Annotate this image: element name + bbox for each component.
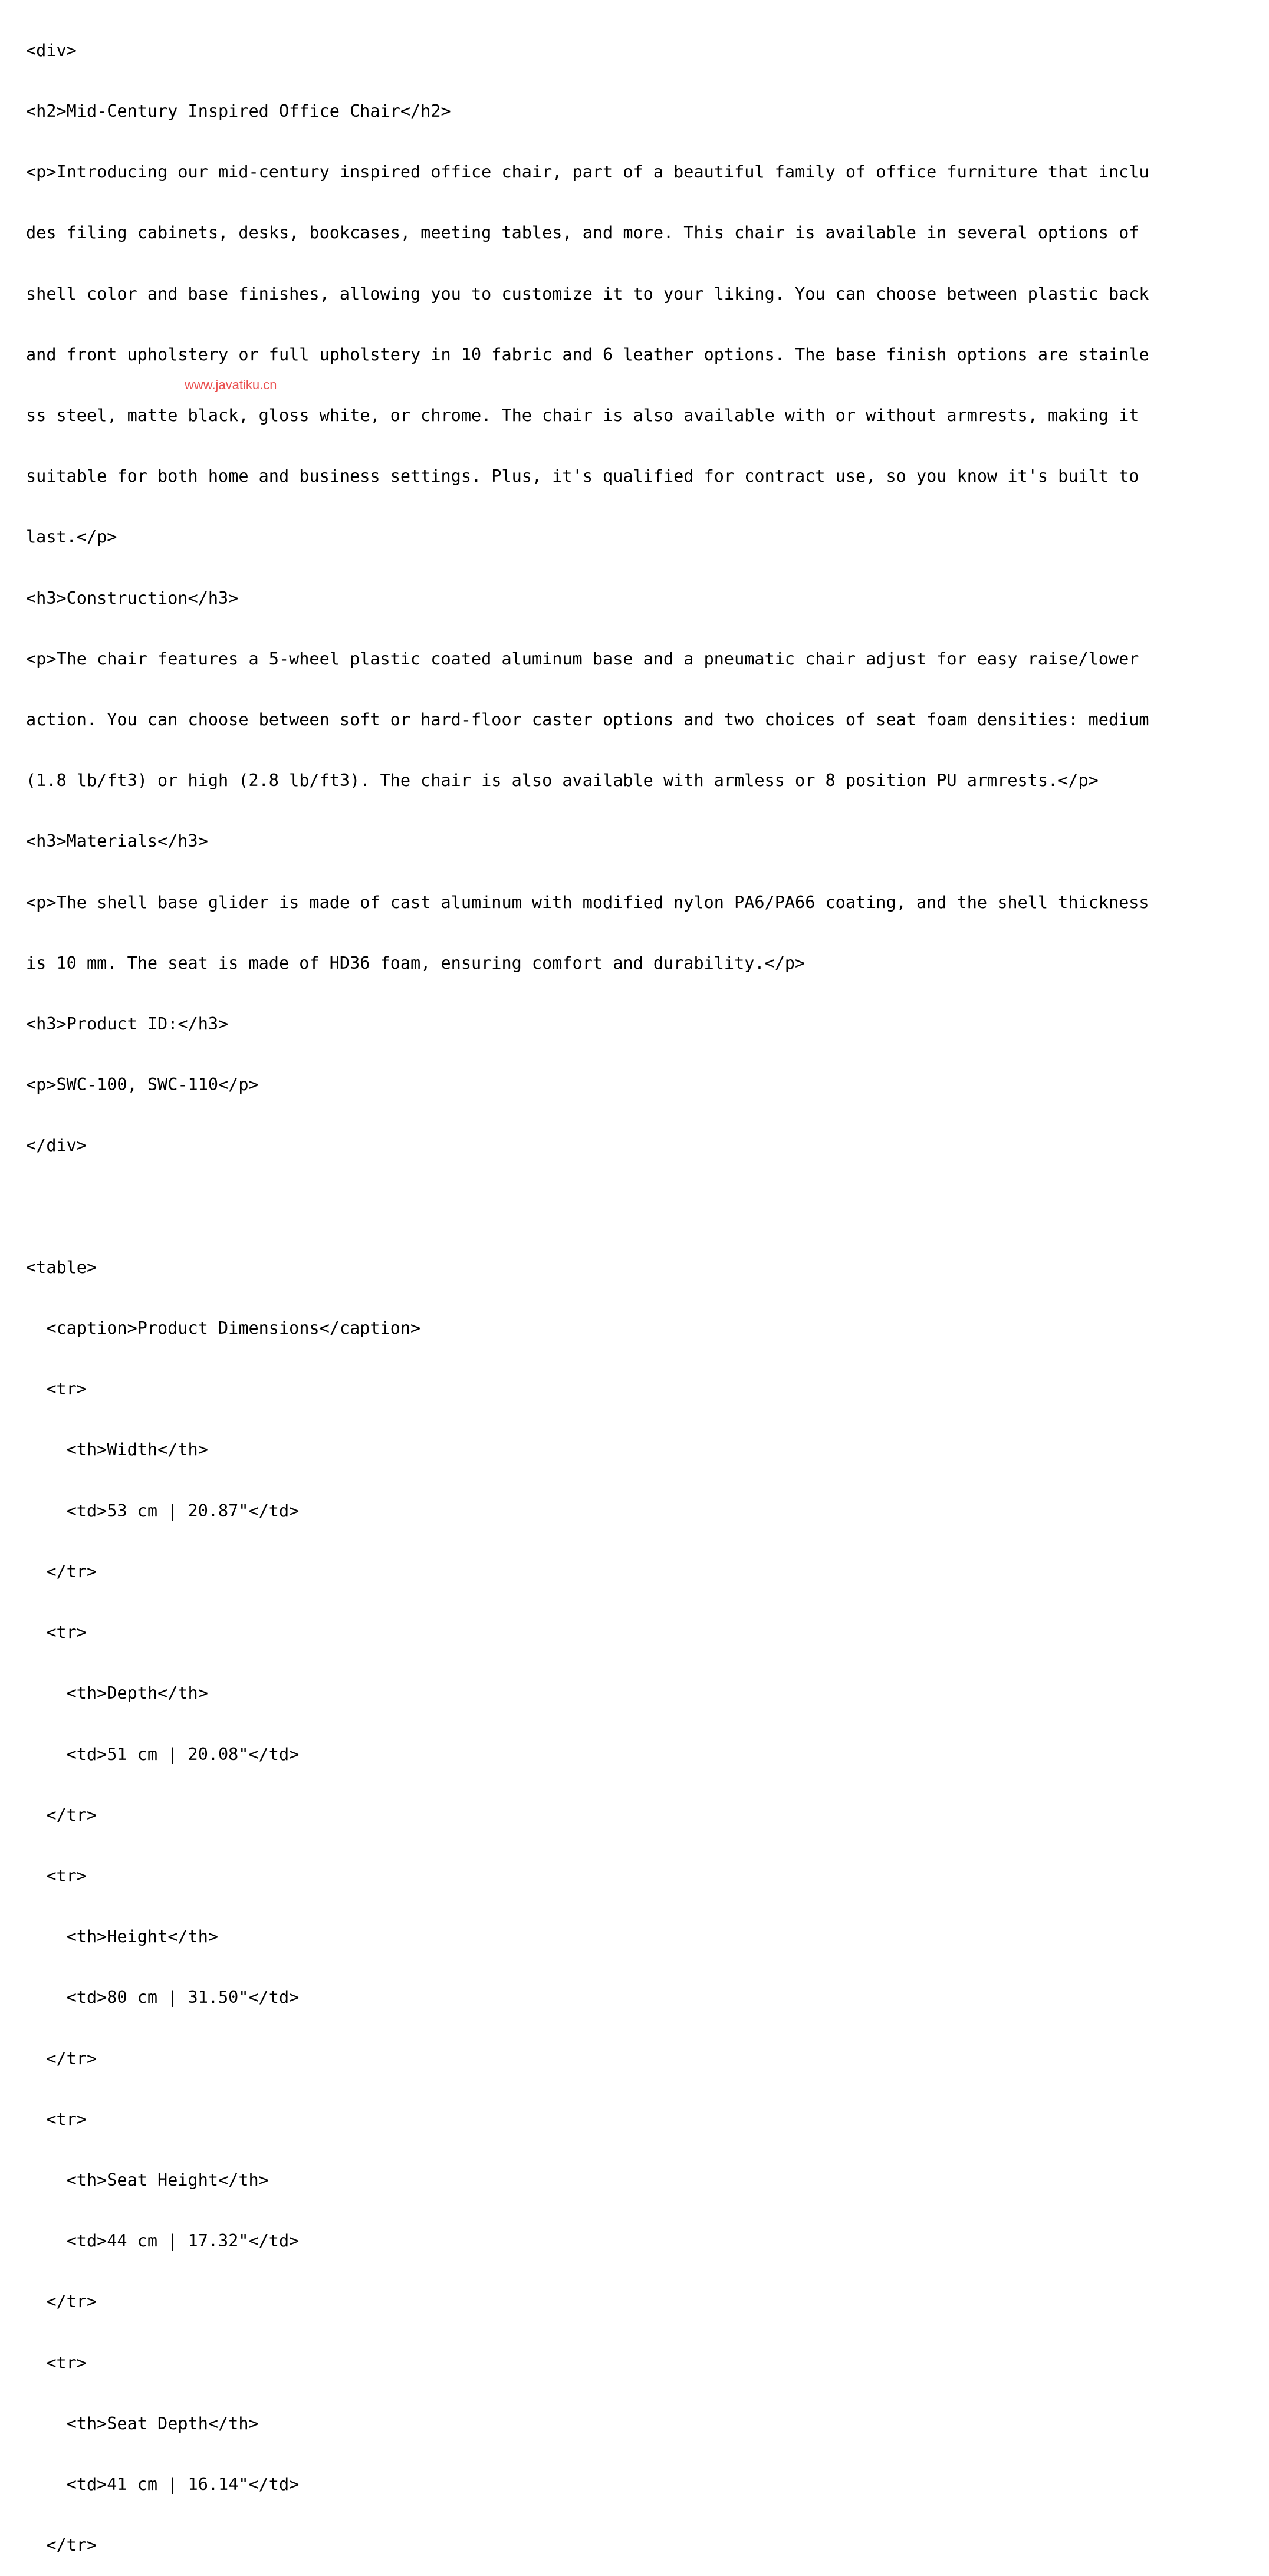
code-line: <h3>Product ID:</h3> (26, 1014, 229, 1034)
code-line: <div> (26, 40, 77, 60)
code-line: shell color and base finishes, allowing you to customize it to your liking. You can choose between plastic back (26, 284, 1149, 304)
code-line: <td>53 cm | 20.87"</td> (26, 1501, 300, 1521)
code-line: <h3>Materials</h3> (26, 831, 208, 851)
code-line: suitable for both home and business settings. Plus, it's qualified for contract use, so you know it's built to (26, 466, 1139, 486)
code-line: <h3>Construction</h3> (26, 588, 239, 608)
code-line: <th>Height</th> (26, 1927, 219, 1947)
code-line: <th>Seat Height</th> (26, 2170, 269, 2190)
code-line: <tr> (26, 1623, 87, 1643)
code-line: </tr> (26, 1805, 97, 1825)
code-line: </div> (26, 1136, 87, 1156)
watermark-link[interactable]: www.javatiku.cn (185, 377, 277, 392)
code-line: </tr> (26, 2048, 97, 2068)
code-line: des filing cabinets, desks, bookcases, meeting tables, and more. This chair is available in several options of (26, 223, 1139, 243)
code-line: <tr> (26, 2109, 87, 2129)
code-line: last.</p> (26, 527, 117, 547)
code-line: <td>51 cm | 20.08"</td> (26, 1744, 300, 1764)
code-line: <td>80 cm | 31.50"</td> (26, 1988, 300, 2008)
code-line: <h2>Mid-Century Inspired Office Chair</h2> (26, 101, 451, 121)
code-line (26, 1197, 1146, 1217)
code-line: ss steel, matte black, gloss white, or chrome. The chair is also available with or without armrests, making it (26, 406, 1139, 426)
code-line: <tr> (26, 1379, 87, 1399)
code-line: <tr> (26, 2353, 87, 2373)
code-line: <p>Introducing our mid-century inspired office chair, part of a beautiful family of office furniture that inclu (26, 162, 1149, 182)
code-line: action. You can choose between soft or hard-floor caster options and two choices of seat foam densities: medium (26, 710, 1149, 730)
code-line: <p>The shell base glider is made of cast aluminum with modified nylon PA6/PA66 coating, and the shell thickness (26, 892, 1149, 912)
code-line: (1.8 lb/ft3) or high (2.8 lb/ft3). The chair is also available with armless or 8 position PU armrests.</p> (26, 771, 1099, 791)
code-line: <th>Width</th> (26, 1440, 208, 1460)
code-line: <caption>Product Dimensions</caption> (26, 1318, 421, 1338)
code-line: <th>Depth</th> (26, 1683, 208, 1703)
code-line: is 10 mm. The seat is made of HD36 foam, ensuring comfort and durability.</p> (26, 953, 806, 973)
code-line: <td>41 cm | 16.14"</td> (26, 2474, 300, 2494)
code-line: <tr> (26, 1866, 87, 1886)
code-line: <p>The chair features a 5-wheel plastic coated aluminum base and a pneumatic chair adjust for easy raise/lower (26, 649, 1139, 669)
code-line: <p>SWC-100, SWC-110</p> (26, 1075, 259, 1095)
code-line: <table> (26, 1257, 97, 1277)
code-line: and front upholstery or full upholstery in 10 fabric and 6 leather options. The base finish options are stainle (26, 344, 1149, 364)
code-line: <th>Seat Depth</th> (26, 2413, 259, 2433)
code-line: </tr> (26, 1561, 97, 1581)
code-line: </tr> (26, 2535, 97, 2555)
code-line: <td>44 cm | 17.32"</td> (26, 2231, 300, 2251)
code-line: </tr> (26, 2292, 97, 2312)
